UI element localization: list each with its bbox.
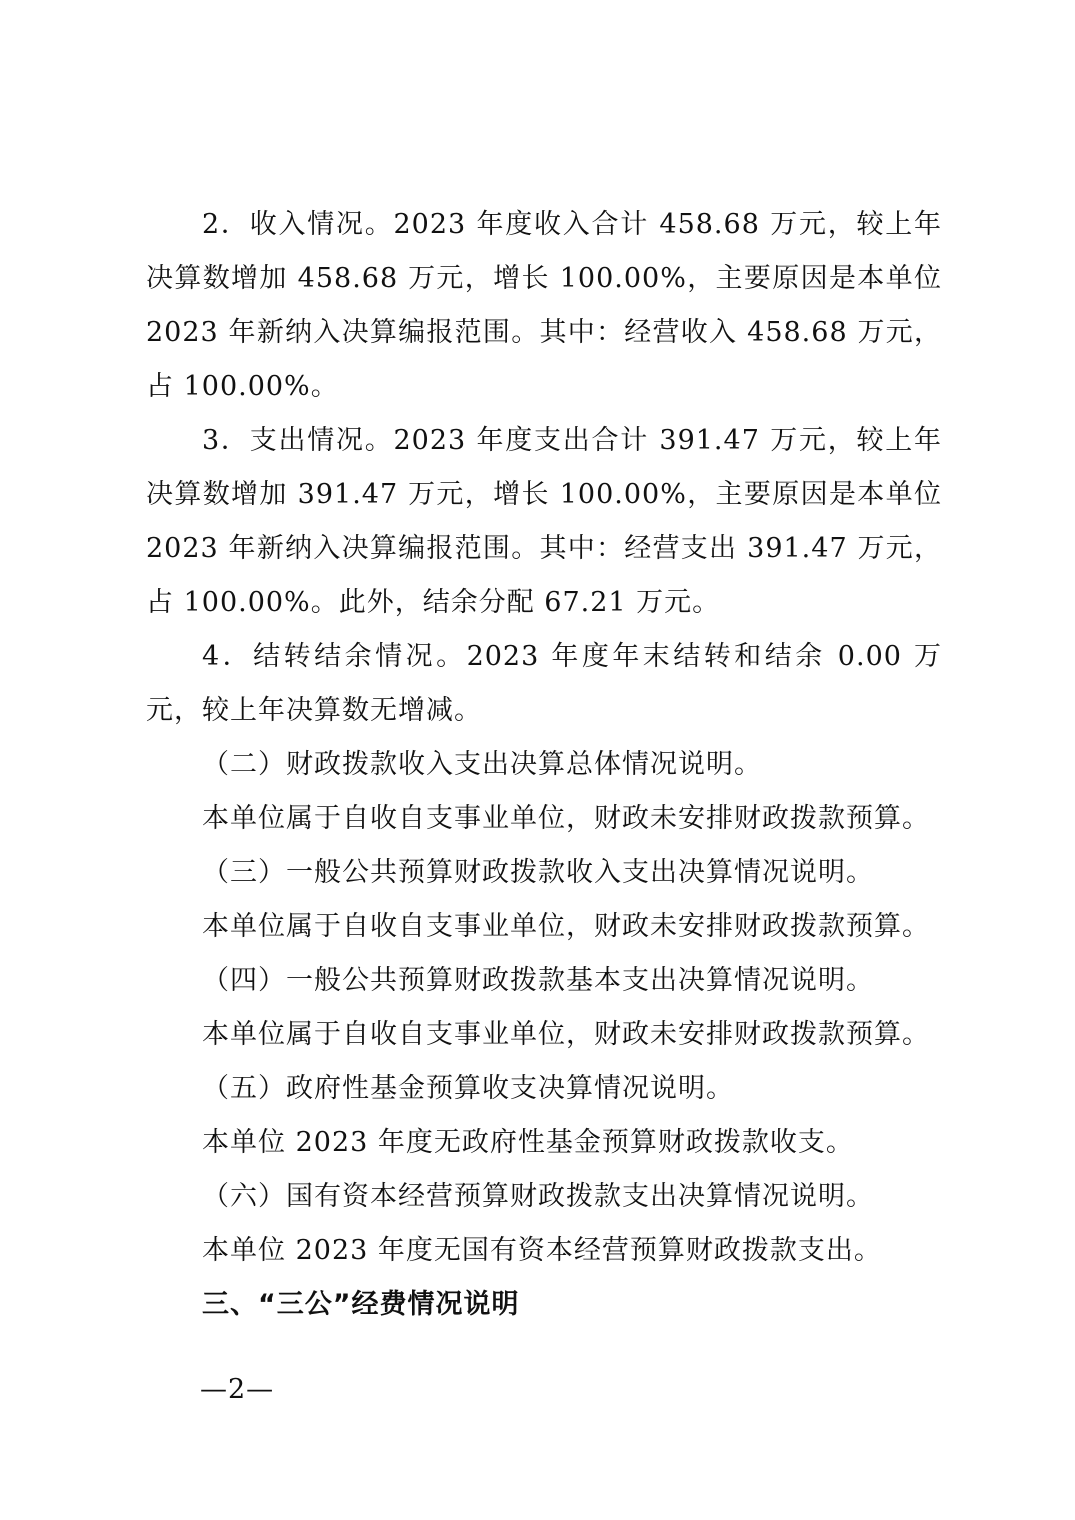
subheading-fiscal-overall: （二）财政拨款收入支出决算总体情况说明。: [202, 749, 762, 780]
paragraph-carryover: 4．结转结余情况。2023 年度年末结转和结余 0.00 万元，较上年决算数无增减。: [146, 641, 942, 726]
document-body: [146, 198, 942, 1332]
paragraph-government-fund: 本单位 2023 年度无政府性基金预算财政拨款收支。: [202, 1127, 854, 1158]
paragraph-fiscal-overall: 本单位属于自收自支事业单位，财政未安排财政拨款预算。: [202, 803, 930, 834]
paragraph-expenditure: 3．支出情况。2023 年度支出合计 391.47 万元，较上年决算数增加 391.47 万元，增长 100.00%，主要原因是本单位 2023 年新纳入决算编报范围。其中：经营支出 391.47 万元，占 100.00%。此外，结余分配 67.21 万元。: [146, 425, 942, 618]
page-number: —2—: [200, 1374, 275, 1405]
subheading-general-budget: （三）一般公共预算财政拨款收入支出决算情况说明。: [202, 857, 874, 888]
paragraph-basic-expenditure: 本单位属于自收自支事业单位，财政未安排财政拨款预算。: [202, 1019, 930, 1050]
paragraph-income: 2．收入情况。2023 年度收入合计 458.68 万元，较上年决算数增加 458.68 万元，增长 100.00%，主要原因是本单位 2023 年新纳入决算编报范围。其中：经营收入 458.68 万元，占 100.00%。: [146, 209, 942, 402]
section-heading-three-public: 三、“三公”经费情况说明: [202, 1289, 520, 1320]
paragraph-general-budget: 本单位属于自收自支事业单位，财政未安排财政拨款预算。: [202, 911, 930, 942]
subheading-government-fund: （五）政府性基金预算收支决算情况说明。: [202, 1073, 734, 1104]
subheading-basic-expenditure: （四）一般公共预算财政拨款基本支出决算情况说明。: [202, 965, 874, 996]
paragraph-state-capital: 本单位 2023 年度无国有资本经营预算财政拨款支出。: [202, 1235, 882, 1266]
subheading-state-capital: （六）国有资本经营预算财政拨款支出决算情况说明。: [202, 1181, 874, 1212]
